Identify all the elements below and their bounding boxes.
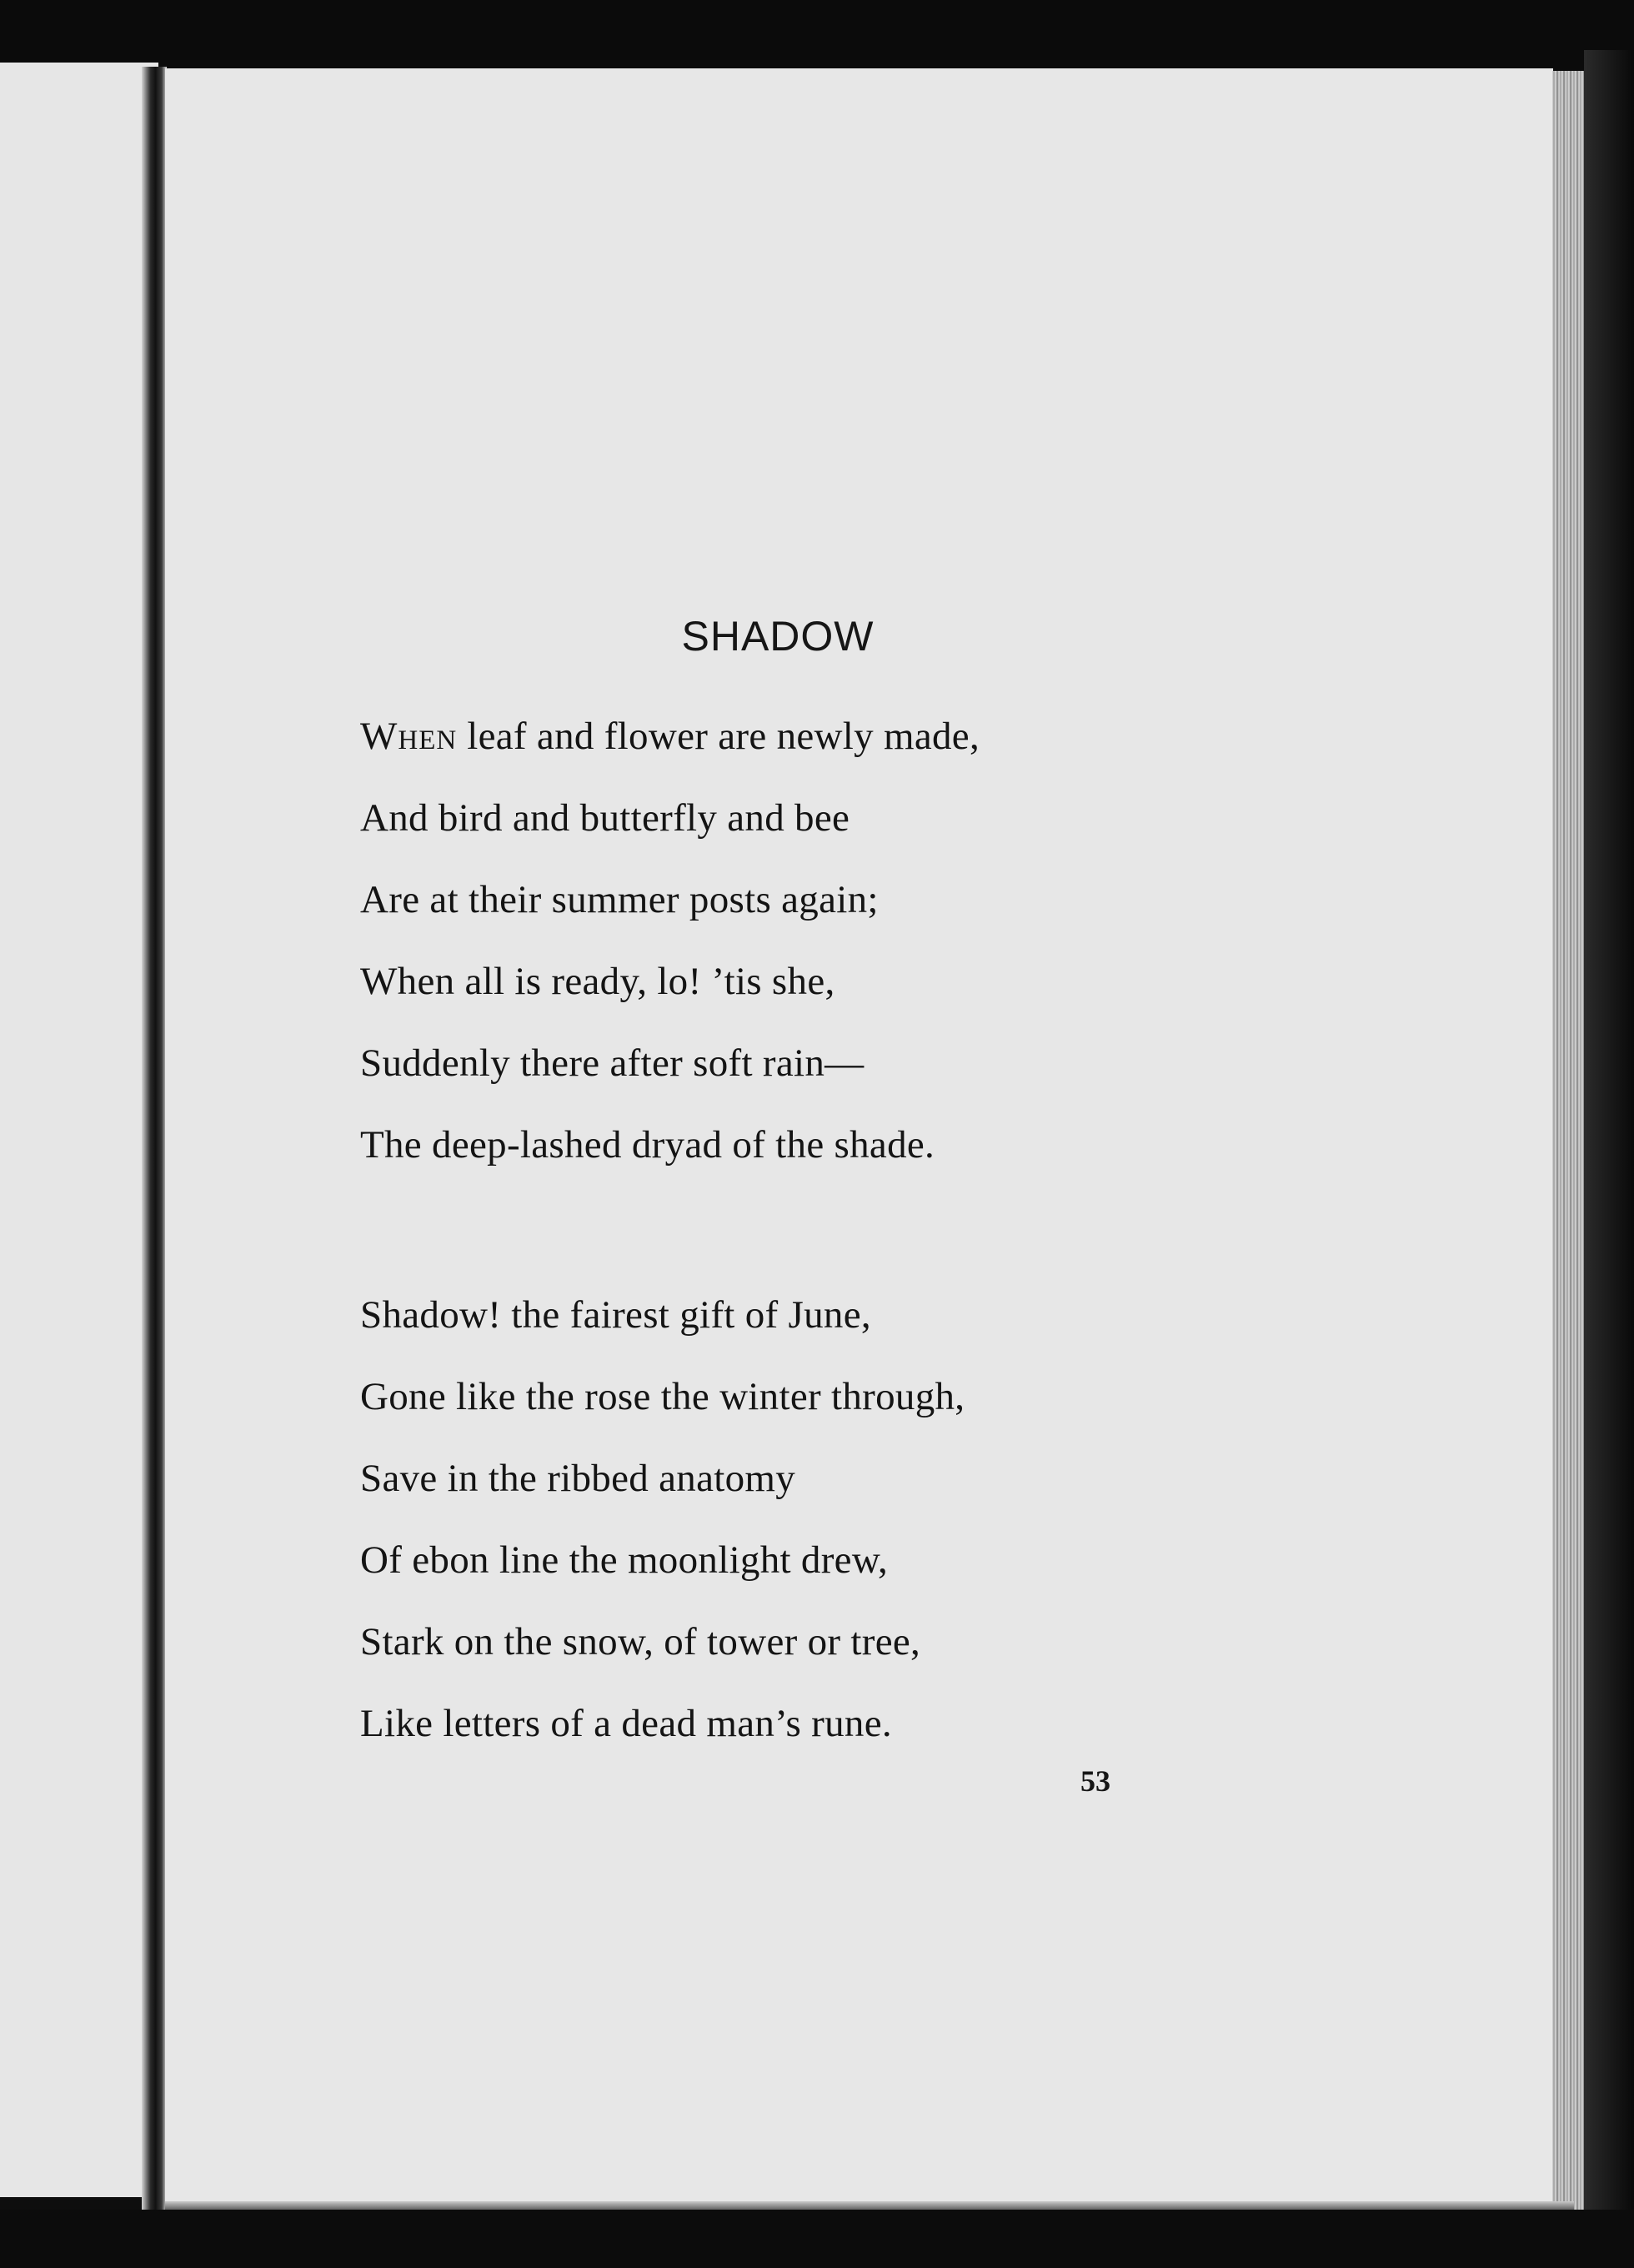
poem-line: Save in the ribbed anatomy <box>360 1457 796 1500</box>
scan-right-border <box>1584 50 1634 2268</box>
scan-top-border <box>0 0 1634 79</box>
poem-line: Like letters of a dead man’s rune. <box>360 1702 892 1745</box>
poem-line: The deep-lashed dryad of the shade. <box>360 1123 935 1167</box>
facing-page-edge <box>0 63 158 2197</box>
poem-line: Stark on the snow, of tower or tree, <box>360 1620 921 1663</box>
stanza-1 <box>360 709 1194 1199</box>
opening-word: When <box>360 715 458 758</box>
line-text: leaf and flower are newly made, <box>457 715 980 758</box>
page-stack-edge <box>1552 71 1586 2222</box>
book-gutter <box>142 67 167 2235</box>
poem-line: Are at their summer posts again; <box>360 878 879 921</box>
poem-line: And bird and butterfly and bee <box>360 796 850 840</box>
poem-line: Of ebon line the moonlight drew, <box>360 1538 889 1582</box>
poem-title: SHADOW <box>681 613 875 660</box>
poem-line <box>360 709 1194 790</box>
scan-bottom-border <box>0 2210 1634 2268</box>
poem-line: When all is ready, lo! ’tis she, <box>360 960 835 1003</box>
poem-line: Gone like the rose the winter through, <box>360 1375 965 1418</box>
poem-line: Shadow! the fairest gift of June, <box>360 1293 871 1337</box>
page-number: 53 <box>1080 1764 1110 1798</box>
poem-line: Suddenly there after soft rain— <box>360 1041 865 1085</box>
stanza-2 <box>360 1287 1194 1778</box>
